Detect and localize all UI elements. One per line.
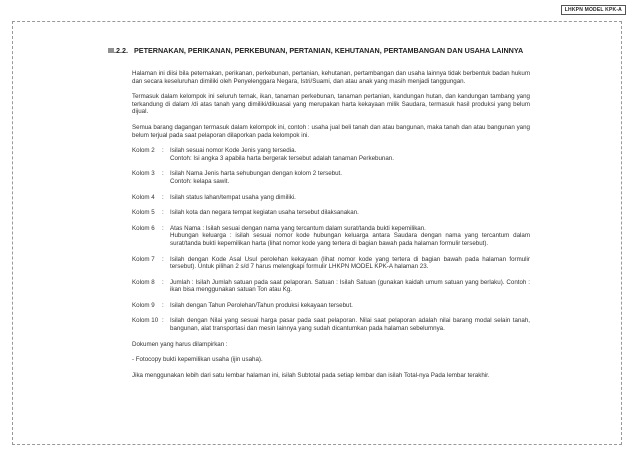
section-body xyxy=(132,70,530,379)
kolom-8-row: Kolom 8 : Jumlah : Isilah Jumlah satuan pada saat pelaporan. Satuan : Isilah Satuan (gunakan kaidah umum satuan yang berlaku). Contoh : ikan bisa menggunakan satuan Ton atau Kg. xyxy=(132,278,530,294)
kolom-label: Kolom 3 xyxy=(132,170,155,178)
kolom-text: Contoh: kelapa sawit. xyxy=(170,177,230,185)
kolom-5-row: Kolom 5 : Isilah kota dan negara tempat kegiatan usaha tersebut dilaksanakan. xyxy=(132,209,530,217)
kolom-9-row: Kolom 9 : Isilah dengan Tahun Perolehan/Tahun produksi kekayaan tersebut. xyxy=(132,302,530,310)
kolom-6-row: Kolom 6 : Atas Nama : Isilah sesuai dengan nama yang tercantum dalam surat/tanda bukti kepemilikan. Hubungan keluarga : isilah sesuai nomor kode hubungan keluarga antara Saudara dengan nama yang tercantum dalam surat/tanda bukti kepemilikan harta (lihat nomor kode yang tertera di bagian bawah pada halaman formulir tersebut). xyxy=(132,224,530,247)
kolom-label: Kolom 7 xyxy=(132,255,155,263)
kolom-text: Contoh: Isi angka 3 apabila harta bergerak tersebut adalah tanaman Perkebunan. xyxy=(170,154,394,162)
subtotal-note: Jika menggunakan lebih dari satu lembar halaman ini, isilah Subtotal pada setiap lembar dan isilah Total-nya Pada lembar terakhir. xyxy=(132,371,490,379)
kolom-label: Kolom 4 xyxy=(132,193,155,201)
kolom-10-row: Kolom 10 : Isilah dengan Nilai yang sesuai harga pasar pada saat pelaporan. Nilai saat pelaporan adalah nilai barang modal selain tanah, bangunan, alat transportasi dan mesin lainnya yang sudah dicantumkan pada halaman sebelumnya. xyxy=(132,317,530,333)
attachment-item: - Fotocopy bukti kepemilikan usaha (ijin usaha). xyxy=(132,356,263,364)
scope-paragraph: Termasuk dalam kelompok ini seluruh ternak, ikan, tanaman perkebunan, tanaman pertanian, kandungan hutan, dan kandungan tambang yang terkandung di dalam /di atas tanah yang dimiliki/dikuasai yang merupakan harta kekayaan milik Saudara, termasuk hasil produksi yang belum dijual. xyxy=(132,93,530,116)
form-tag: LHKPN MODEL KPK-A xyxy=(561,5,626,15)
kolom-label: Kolom 5 xyxy=(132,209,155,217)
kolom-text: Atas Nama : Isilah sesuai dengan nama yang tercantum dalam surat/tanda bukti kepemilikan. xyxy=(170,224,426,232)
kolom-text: Isilah dengan Kode Asal Usul perolehan kekayaan (lihat nomor kode yang tertera di bagian bawah pada halaman formulir tersebut). Untuk pilihan 2 s/d 7 harus melengkapi formulir LHKPN MODEL KPK-A halaman 23. xyxy=(170,255,530,271)
merchandise-paragraph: Semua barang dagangan termasuk dalam kelompok ini, contoh : usaha jual beli tanah dan atau bangunan, maka tanah dan atau bangunan yang belum terjual pada saat pelaporan dilaporkan pada kelompok ini. xyxy=(132,123,530,139)
kolom-4-row: Kolom 4 : Isilah status lahan/tempat usaha yang dimiliki. xyxy=(132,194,530,202)
kolom-text: Isilah kota dan negara tempat kegiatan usaha tersebut dilaksanakan. xyxy=(170,209,359,217)
section-number: III.2.2. xyxy=(108,46,128,55)
kolom-7-row: Kolom 7 : Isilah dengan Kode Asal Usul perolehan kekayaan (lihat nomor kode yang tertera di bagian bawah pada halaman formulir tersebut). Untuk pilihan 2 s/d 7 harus melengkapi formulir LHKPN MODEL KPK-A halaman 23. xyxy=(132,255,530,271)
kolom-2-row: Kolom 2 : Isilah sesuai nomor Kode Jenis yang tersedia. Contoh: Isi angka 3 apabila harta bergerak tersebut adalah tanaman Perkebunan. xyxy=(132,147,530,162)
kolom-text: Isilah status lahan/tempat usaha yang dimiliki. xyxy=(170,193,296,201)
kolom-text: Isilah dengan Tahun Perolehan/Tahun produksi kekayaan tersebut. xyxy=(170,301,353,309)
kolom-3-row: Kolom 3 : Isilah Nama Jenis harta sehubungan dengan kolom 2 tersebut. Contoh: kelapa sawit. xyxy=(132,170,530,185)
intro-paragraph: Halaman ini diisi bila peternakan, perikanan, perkebunan, pertanian, kehutanan, pertambangan dan usaha lainnya tidak berbentuk badan hukum dan secara keseluruhan dimiliki oleh Penyelenggara Negara, Istri/Suami, dan atau anak yang masih menjadi tanggungan. xyxy=(132,70,530,85)
kolom-text: Hubungan keluarga : isilah sesuai nomor kode hubungan keluarga antara Saudara dengan nama yang tercantum dalam surat/tanda bukti kepemilikan harta (lihat nomor kode yang tertera di bagian bawah pada halaman formulir tersebut). xyxy=(170,232,530,247)
kolom-label: Kolom 8 xyxy=(132,278,155,286)
section-title: PETERNAKAN, PERIKANAN, PERKEBUNAN, PERTANIAN, KEHUTANAN, PERTAMBANGAN DAN USAHA LAINNYA xyxy=(134,46,524,55)
kolom-text: Isilah dengan Nilai yang sesuai harga pasar pada saat pelaporan. Nilai saat pelaporan adalah nilai barang modal selain tanah, bangunan, alat transportasi dan mesin lainnya yang sudah dicantumkan pada halaman sebelumnya. xyxy=(170,317,530,333)
kolom-label: Kolom 2 xyxy=(132,147,155,155)
kolom-label: Kolom 6 xyxy=(132,224,155,232)
kolom-text: Isilah sesuai nomor Kode Jenis yang tersedia. xyxy=(170,147,297,155)
kolom-label: Kolom 9 xyxy=(132,301,155,309)
attachment-heading: Dokumen yang harus dilampirkan : xyxy=(132,340,228,348)
kolom-text: Isilah Nama Jenis harta sehubungan dengan kolom 2 tersebut. xyxy=(170,170,342,178)
kolom-label: Kolom 10 xyxy=(132,317,159,325)
kolom-text: Jumlah : Isilah Jumlah satuan pada saat pelaporan. Satuan : Isilah Satuan (gunakan kaidah umum satuan yang berlaku). Contoh : ikan bisa menggunakan satuan Ton atau Kg. xyxy=(170,278,530,294)
